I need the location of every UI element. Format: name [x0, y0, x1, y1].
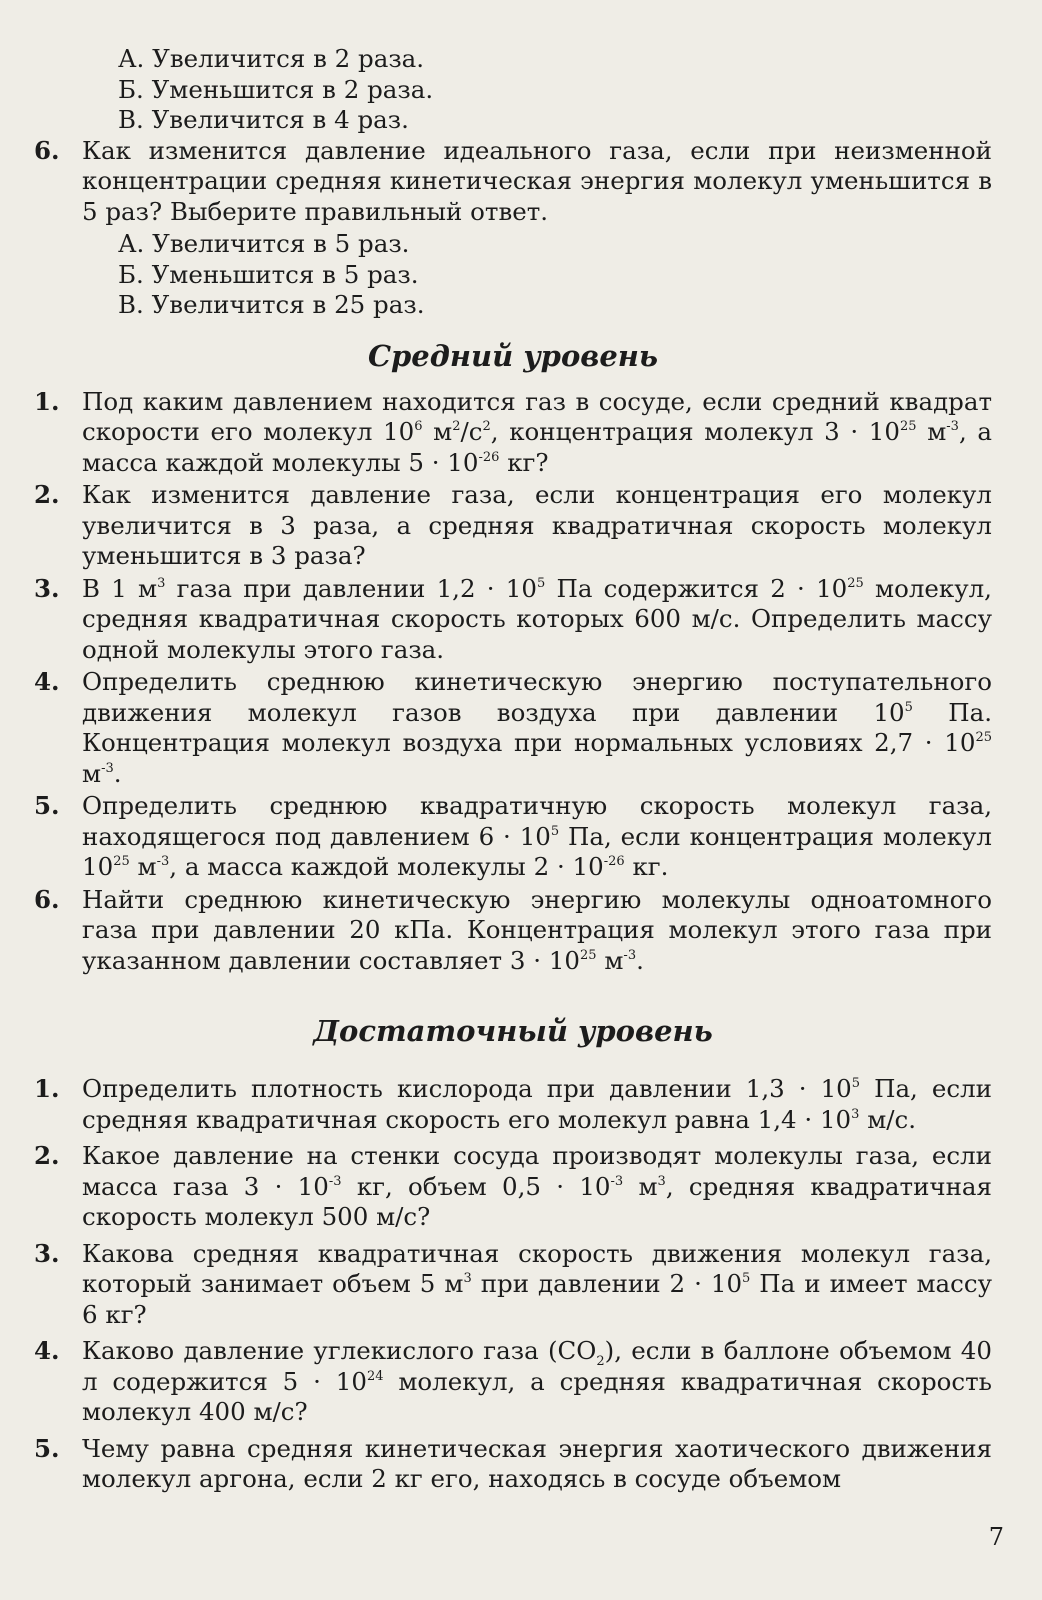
problem-2	[34, 1141, 992, 1233]
problem-2	[34, 480, 992, 572]
problem-1	[34, 387, 992, 479]
question-6-initial	[34, 136, 992, 228]
problem-text: Под каким давлением находится газ в сосуде, если средний квадрат скорости его молекул $10^6$ $м^2/с^2$, концентрация молекул $3 \cdot 10^{25}$ $м^{-3}$, а масса каждой молекулы $5 \cdot 10^{-26}$ кг?	[82, 386, 992, 477]
problem-text: Какое давление на стенки сосуда производят молекулы газа, если масса газа $3 \cdot 10^{-3}$ кг, объем $0,5 \cdot 10^{-3}$ $м^3$, средняя квадратичная скорость молекул 500 м/с?	[82, 1141, 992, 1231]
option-b: Б. Уменьшится в 5 раз.	[118, 259, 419, 289]
problem-number: 1.	[34, 1074, 60, 1103]
problem-3	[34, 1239, 992, 1331]
section-title-sufficient: Достаточный уровень	[313, 1014, 713, 1048]
problem-text: Определить среднюю квадратичную скорость молекул газа, находящегося под давлением $6 \cdot 10^5$ Па, если концентрация молекул $10^{25}$ $м^{-3}$, а масса каждой молекулы $2 \cdot 10^{-26}$ кг.	[82, 791, 992, 881]
problem-number: 2.	[34, 1141, 60, 1170]
problem-5	[34, 1434, 992, 1495]
problem-number: 5.	[34, 791, 60, 820]
option-c: В. Увеличится в 25 раз.	[118, 290, 425, 319]
problem-text: В 1 $м^3$ газа при давлении $1,2 \cdot 10^5$ Па содержится $2 \cdot 10^{25}$ молекул, средняя квадратичная скорость которых 600 м/с. Определить массу одной молекулы этого газа.	[82, 573, 992, 664]
previous-question-options	[34, 44, 992, 136]
problem-text: Чему равна средняя кинетическая энергия хаотического движения молекул аргона, если 2 кг его, находясь в сосуде объемом	[82, 1433, 992, 1493]
problem-4	[34, 1336, 992, 1428]
problem-text: Как изменится давление газа, если концентрация его молекул увеличится в 3 раза, а средняя квадратичная скорость молекул уменьшится в 3 раза?	[82, 480, 992, 570]
page-number: 7	[988, 1523, 1004, 1551]
problem-number: 1.	[34, 386, 60, 416]
option-c: В. Увеличится в 4 раз.	[118, 105, 409, 134]
problem-text: Какова средняя квадратичная скорость движения молекул газа, который занимает объем 5 $м^3$ при давлении $2 \cdot 10^5$ Па и имеет массу 6 кг?	[82, 1238, 993, 1329]
problem-text: Каково давление углекислого газа $(CO_2)$, если в баллоне объемом 40 л содержится $5 \cdot 10^{24}$ молекул, а средняя квадратичная скорость молекул 400 м/с?	[82, 1336, 993, 1426]
question-text: Как изменится давление идеального газа, если при неизменной концентрации средняя кинетическая энергия молекул уменьшится в 5 раз? Выберите правильный ответ.	[82, 135, 992, 226]
problem-text: Определить среднюю кинетическую энергию поступательного движения молекул газов воздуха при давлении $10^5$ Па. Концентрация молекул воздуха при нормальных условиях $2,7 \cdot 10^{25}$ $м^{-3}$.	[82, 667, 992, 788]
question-number: 6.	[34, 135, 60, 165]
problem-text: Найти среднюю кинетическую энергию молекулы одноатомного газа при давлении 20 кПа. Концентрация молекул этого газа при указанном давлении составляет $3 \cdot 10^{25}$ $м^{-3}$.	[82, 884, 992, 975]
option-b: Б. Уменьшится в 2 раза.	[118, 74, 434, 104]
section-medium	[34, 387, 992, 977]
problem-5	[34, 791, 992, 883]
problem-number: 6.	[34, 884, 60, 914]
problem-number: 4.	[34, 667, 60, 696]
problem-6	[34, 885, 992, 977]
problem-4	[34, 667, 992, 789]
option-a: А. Увеличится в 2 раза.	[118, 44, 425, 73]
problem-number: 5.	[34, 1433, 60, 1463]
problem-number: 3.	[34, 1238, 60, 1268]
section-title-medium: Средний уровень	[367, 338, 659, 373]
problem-number: 3.	[34, 573, 60, 603]
option-a: А. Увеличится в 5 раз.	[118, 229, 410, 258]
problem-1	[34, 1074, 992, 1135]
problem-number: 4.	[34, 1336, 60, 1365]
problem-3	[34, 574, 992, 666]
question-6-options	[34, 229, 992, 321]
problem-text: Определить плотность кислорода при давлении $1,3 \cdot 10^5$ Па, если средняя квадратичная скорость его молекул равна $1,4 \cdot 10^3$ м/с.	[82, 1074, 993, 1134]
section-sufficient	[34, 1074, 992, 1495]
problem-number: 2.	[34, 480, 60, 509]
